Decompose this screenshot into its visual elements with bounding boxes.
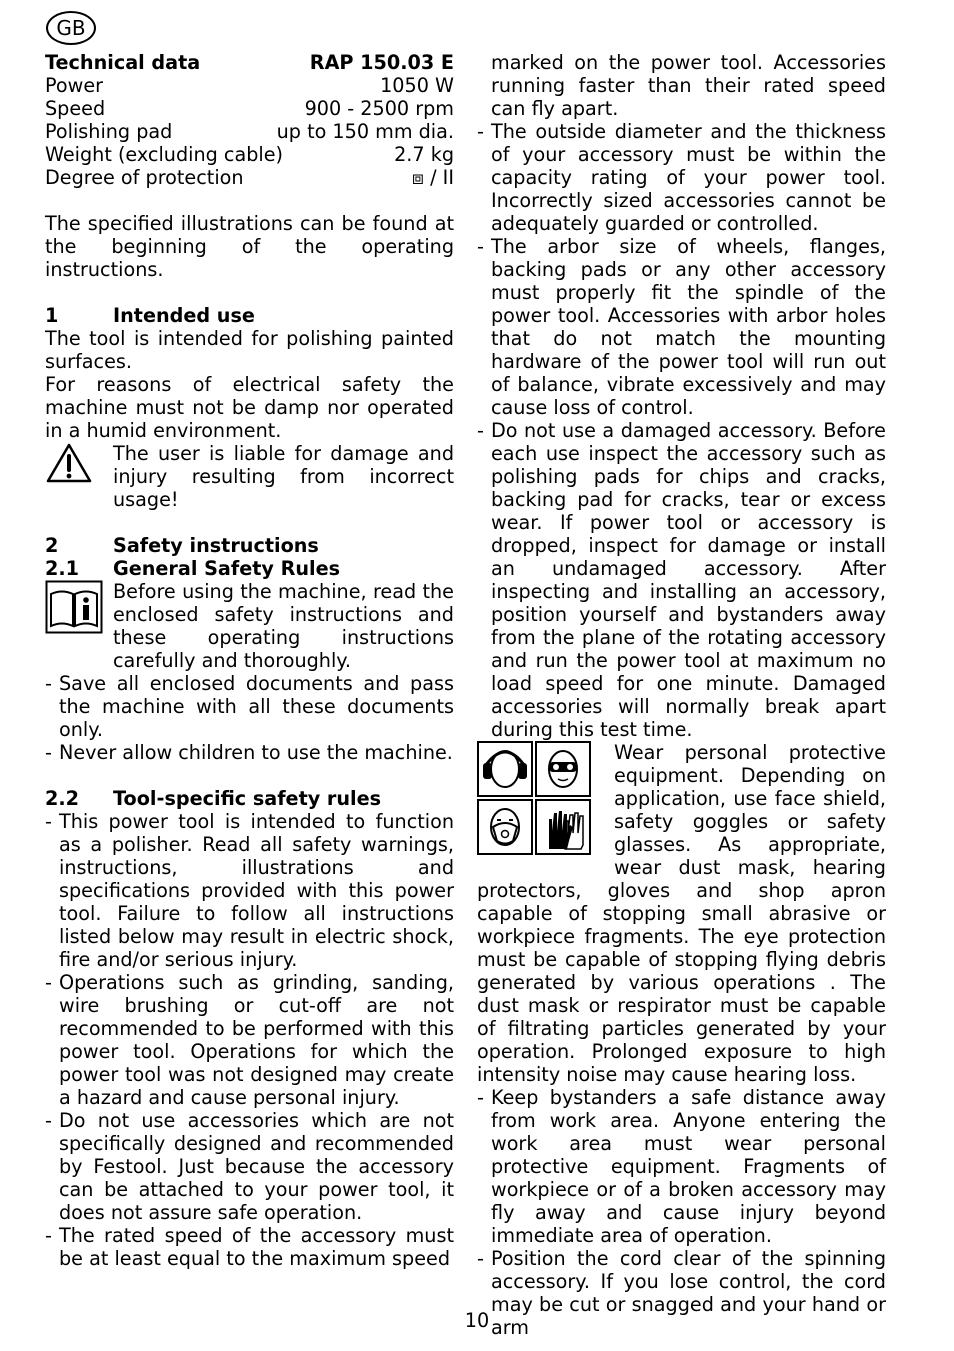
- list-item: - Do not use accessories which are not specifically designed and recommended by Festool. Just because the accessory can be attached to your power tool, it does not assure safe operation.: [45, 1109, 454, 1224]
- tech-model: RAP 150.03 E: [309, 51, 454, 74]
- tech-row: Power 1050 W: [45, 74, 454, 97]
- tech-row: Degree of protection ⧈ / II: [45, 166, 454, 189]
- intended-use-text: The tool is intended for polishing painted surfaces.: [45, 327, 454, 373]
- list-item: - The rated speed of the accessory must be at least equal to the maximum speed: [45, 1224, 454, 1270]
- intro-text: The specified illustrations can be found at the beginning of the operating instructions.: [45, 212, 454, 281]
- dust-mask-icon: [478, 800, 532, 854]
- right-column: [477, 51, 886, 1339]
- list-item: - Operations such as grinding, sanding, wire brushing or cut-off are not recommended to be performed with this power tool. Operations for which the power tool was not designed may create a hazard and cause personal injury.: [45, 971, 454, 1109]
- list-item: - The outside diameter and the thickness of your accessory must be within the capacity rating of your power tool. Incorrectly sized accessories cannot be adequately guarded or controlled.: [477, 120, 886, 235]
- list-item: - Save all enclosed documents and pass the machine with all these documents only.: [45, 672, 454, 741]
- list-item: - This power tool is intended to function as a polisher. Read all safety warnings, instructions, illustrations and specifications provided with this power tool. Failure to follow all instructions listed below may result in electric shock, fire and/or serious injury.: [45, 810, 454, 971]
- list-item: - Position the cord clear of the spinning accessory. If you lose control, the cord may be cut or snagged and your hand or arm: [477, 1247, 886, 1339]
- list-item: - Never allow children to use the machine.: [45, 741, 453, 764]
- electrical-safety-text: For reasons of electrical safety the machine must not be damp nor operated in a humid environment.: [45, 373, 454, 442]
- warning-triangle-icon: [45, 442, 93, 484]
- warning-text: The user is liable for damage and injury resulting from incorrect usage!: [113, 442, 454, 511]
- left-column: [45, 51, 454, 1270]
- gloves-icon: [536, 800, 590, 854]
- ppe-icons: [477, 741, 614, 879]
- safety-goggles-icon: [536, 742, 590, 796]
- section-2-2-heading: 2.2 Tool-specific safety rules: [45, 787, 382, 810]
- section-2-1-heading: 2.1 General Safety Rules: [45, 557, 341, 580]
- page-number: 10: [464, 1309, 490, 1332]
- warning-block: [45, 442, 454, 511]
- list-item: - Keep bystanders a safe distance away from work area. Anyone entering the work area must wear personal protective equipment. Fragments of workpiece or of a broken accessory may fly away and cause injury beyond immediate area of operation.: [477, 1086, 886, 1247]
- read-instructions-text: Before using the machine, read the enclosed safety instructions and these operating instructions carefully and thoroughly.: [113, 580, 454, 672]
- section-2-heading: 2 Safety instructions: [45, 534, 319, 557]
- ppe-block: [477, 741, 886, 1086]
- read-instructions-block: [45, 580, 454, 672]
- list-item: - Do not use a damaged accessory. Before each use inspect the accessory such as polishing pads for chips and cracks, backing pad for cracks, tear or excess wear. If power tool or accessory is dropped, inspect for damage or install an undamaged accessory. After inspecting and installing an accessory, position yourself and bystanders away from the plane of the rotating accessory and run the power tool at maximum no load speed for one minute. Damaged accessories will normally break apart during this test time.: [477, 419, 886, 741]
- tech-row: Speed 900 - 2500 rpm: [45, 97, 454, 120]
- tech-row: Polishing pad up to 150 mm dia.: [45, 120, 454, 143]
- tech-row: Weight (excluding cable) 2.7 kg: [45, 143, 454, 166]
- ppe-text: Wear personal protective equipment. Depending on application, use face shield, safety goggles or safety glasses. As appropriate, wear dust mask, hearing protectors, gloves and shop apron capable of stopping small abrasive or workpiece fragments. The eye protection must be capable of stopping flying debris generated by various operations . The dust mask or respirator must be capable of filtrating particles generated by your operation. Prolonged exposure to high intensity noise may cause hearing loss.: [477, 741, 886, 1086]
- read-manual-icon: [45, 580, 103, 634]
- list-item-continued: marked on the power tool. Accessories running faster than their rated speed can fly apart.: [491, 51, 886, 120]
- tech-header: [45, 51, 454, 74]
- section-1-heading: 1 Intended use: [45, 304, 255, 327]
- ear-protection-icon: [478, 742, 532, 796]
- tech-title: Technical data: [45, 51, 201, 74]
- list-item: - The arbor size of wheels, flanges, backing pads or any other accessory must properly fit the spindle of the power tool. Accessories with arbor holes that do not match the mounting hardware of the power tool will run out of balance, vibrate excessively and may cause loss of control.: [477, 235, 886, 419]
- language-badge: GB: [46, 11, 96, 45]
